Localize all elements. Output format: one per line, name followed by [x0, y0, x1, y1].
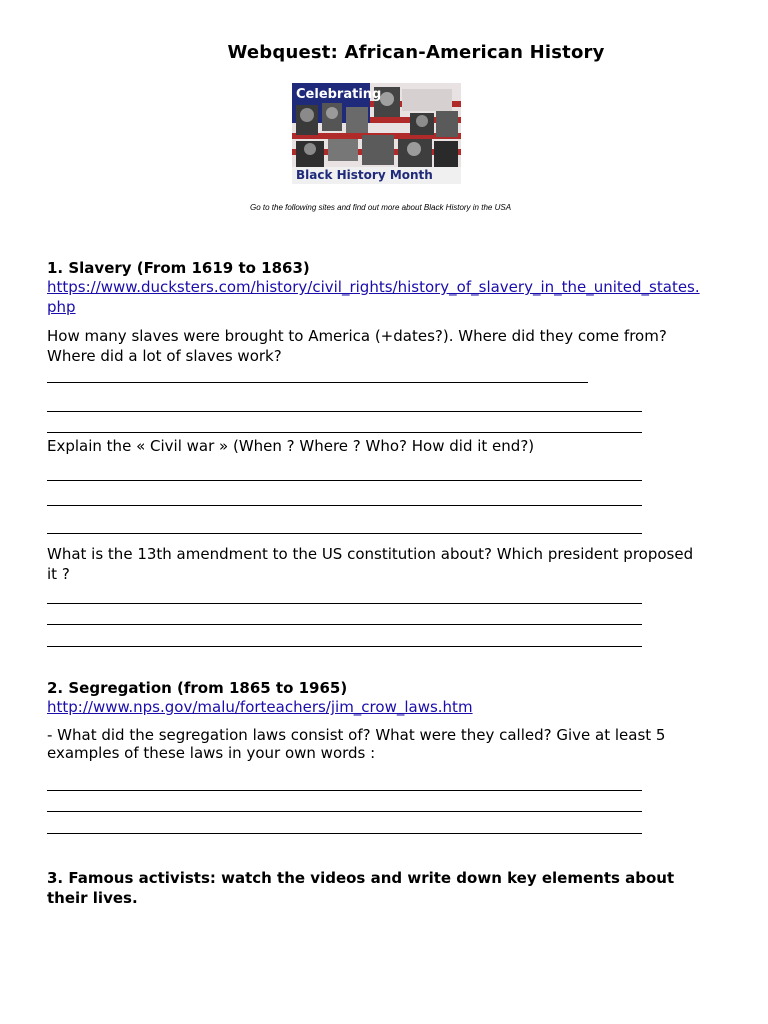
section3-heading-line2: their lives. — [47, 889, 138, 907]
section1-question2: Explain the « Civil war » (When ? Where ? Who? How did it end?) — [47, 437, 535, 455]
section2-heading: 2. Segregation (from 1865 to 1965) — [47, 679, 348, 697]
section1-link-line1[interactable]: https://www.ducksters.com/history/civil_rights/history_of_slavery_in_the_united_states. — [47, 278, 700, 296]
banner-top-text: Celebrating — [296, 87, 382, 102]
answer-line[interactable] — [47, 411, 642, 412]
section2-question1-line1: - What did the segregation laws consist of? What were they called? Give at least 5 — [47, 726, 666, 744]
section2-question1 — [47, 726, 665, 762]
section1-link[interactable] — [47, 277, 700, 317]
section1-question3 — [47, 544, 693, 584]
section2-link-wrap[interactable] — [47, 697, 473, 717]
answer-line[interactable] — [47, 603, 642, 604]
section1-question3-line2: it ? — [47, 565, 70, 583]
banner-bottom-text: Black History Month — [296, 168, 433, 182]
section3-heading — [47, 868, 674, 908]
answer-line[interactable] — [47, 833, 642, 834]
answer-line[interactable] — [47, 624, 642, 625]
black-history-banner-image — [292, 83, 461, 184]
section2-question1-line2: examples of these laws in your own words : — [47, 744, 376, 762]
answer-line[interactable] — [47, 382, 588, 383]
section1-question3-line1: What is the 13th amendment to the US constitution about? Which president proposed — [47, 545, 694, 563]
section3-heading-line1: 3. Famous activists: watch the videos and write down key elements about — [47, 869, 675, 887]
section1-link-line2[interactable]: php — [47, 298, 76, 316]
intro-caption: Go to the following sites and find out more about Black History in the USA — [250, 203, 512, 212]
answer-line[interactable] — [47, 505, 642, 506]
answer-line[interactable] — [47, 480, 642, 481]
section1-question1 — [47, 326, 667, 366]
answer-line[interactable] — [47, 811, 642, 812]
answer-line[interactable] — [47, 533, 642, 534]
section2-link[interactable]: http://www.nps.gov/malu/forteachers/jim_crow_laws.htm — [47, 698, 473, 716]
answer-line[interactable] — [47, 646, 642, 647]
section1-heading: 1. Slavery (From 1619 to 1863) — [47, 259, 310, 277]
section1-question1-line2: Where did a lot of slaves work? — [47, 347, 282, 365]
page-title: Webquest: African-American History — [227, 42, 605, 63]
answer-line[interactable] — [47, 432, 642, 433]
section1-question1-line1: How many slaves were brought to America (+dates?). Where did they come from? — [47, 327, 667, 345]
answer-line[interactable] — [47, 790, 642, 791]
